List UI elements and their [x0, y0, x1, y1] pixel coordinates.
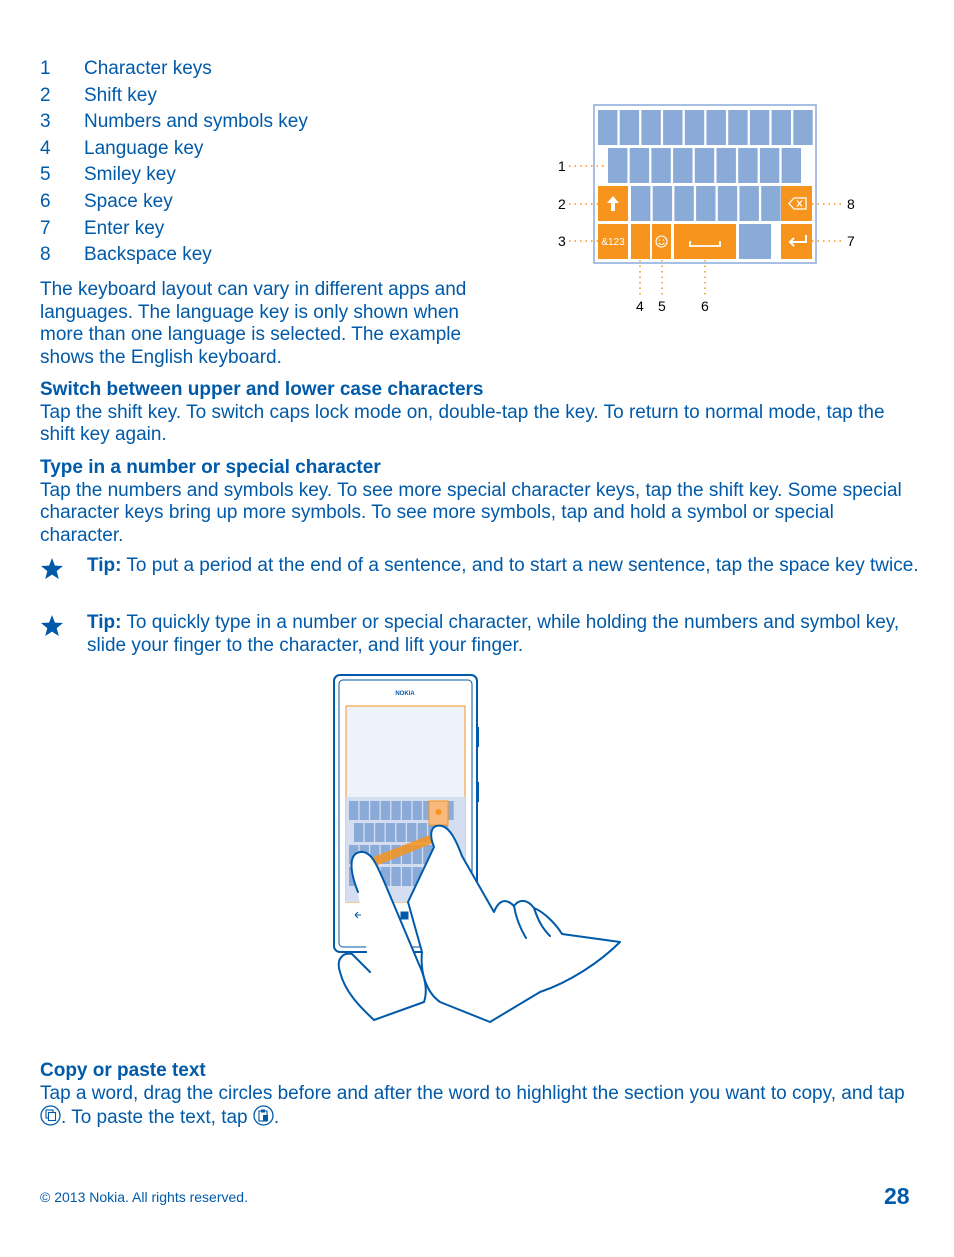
legend-item — [40, 138, 308, 165]
callout-2: 2 — [558, 196, 566, 212]
phone-key — [402, 801, 411, 820]
callout-5: 5 — [658, 298, 666, 314]
legend-number: 5 — [40, 164, 51, 186]
phone-key — [391, 801, 400, 820]
character-key — [630, 148, 649, 183]
phone-key — [413, 801, 422, 820]
section-switch-case — [40, 379, 920, 447]
legend-label: Backspace key — [84, 244, 212, 266]
tip-label: Tip: — [87, 555, 122, 576]
character-key — [707, 110, 726, 145]
character-key — [620, 110, 639, 145]
section-body: Tap the shift key. To switch caps lock mode on, double-tap the key. To return to normal mode, tap the shift key again. — [40, 401, 885, 445]
callout-8: 8 — [847, 196, 855, 212]
phone-key — [391, 867, 400, 886]
legend-label: Language key — [84, 137, 204, 159]
star-icon — [40, 557, 64, 581]
star-icon — [40, 614, 64, 638]
tip-label: Tip: — [87, 612, 122, 633]
phone-key — [375, 823, 384, 842]
legend-item — [40, 85, 308, 112]
paste-icon — [253, 1105, 274, 1126]
copy-icon — [40, 1105, 61, 1126]
character-key — [772, 110, 791, 145]
character-key — [673, 148, 692, 183]
legend-label: Character keys — [84, 58, 212, 79]
section-body: Tap the numbers and symbols key. To see more special character keys, tap the shift key. Some special character keys bring up more symbols. To see more symbols, tap and hold a symbol or special character. — [40, 479, 902, 546]
character-key — [631, 186, 650, 221]
callout-4: 4 — [636, 298, 644, 314]
keyboard-row-3 — [631, 186, 781, 221]
character-key — [782, 148, 801, 183]
key — [739, 224, 771, 259]
section-body: Tap a word, drag the circles before and after the word to highlight the section you want to copy, and tap . To paste the text, tap . — [40, 1082, 905, 1128]
character-key — [674, 186, 693, 221]
section-heading: Copy or paste text — [40, 1060, 206, 1081]
character-key — [641, 110, 660, 145]
legend-label: Smiley key — [84, 164, 176, 186]
tip-quick-number — [40, 612, 920, 657]
legend-item — [40, 244, 308, 271]
character-key — [740, 186, 759, 221]
tip-text: To put a period at the end of a sentence, and to start a new sentence, tap the space key twice. — [121, 555, 919, 576]
legend-item — [40, 191, 308, 218]
legend-number: 3 — [40, 111, 51, 133]
legend-label: Space key — [84, 190, 173, 212]
phone-key — [360, 801, 369, 820]
legend-label: Numbers and symbols key — [84, 111, 308, 133]
legend-number: 7 — [40, 217, 51, 239]
character-key — [717, 148, 736, 183]
legend-item — [40, 58, 308, 85]
section-number-special — [40, 457, 920, 547]
phone-key — [365, 823, 374, 842]
legend-label: Shift key — [84, 84, 157, 106]
legend-number: 4 — [40, 137, 51, 159]
phone-key — [407, 823, 416, 842]
windows-icon — [401, 912, 404, 915]
character-key — [685, 110, 704, 145]
character-key — [750, 110, 769, 145]
key-legend-list — [40, 58, 308, 271]
phone-key — [354, 823, 363, 842]
smiley-key — [652, 224, 671, 259]
phone-brand-logo: NOKIA — [395, 691, 415, 697]
phone-key — [349, 801, 358, 820]
legend-item — [40, 111, 308, 138]
legend-item — [40, 164, 308, 191]
phone-key — [396, 823, 405, 842]
character-key — [718, 186, 737, 221]
keyboard-diagram — [550, 100, 870, 322]
callout-1: 1 — [558, 158, 566, 174]
character-key — [696, 186, 715, 221]
phone-hand-illustration — [330, 672, 630, 1024]
copyright-footer: © 2013 Nokia. All rights reserved. — [40, 1189, 248, 1205]
keyboard-intro-text: The keyboard layout can vary in different apps and languages. The language key is only shown when more than one language is selected. The example shows the English keyboard. — [40, 279, 467, 368]
section-heading: Type in a number or special character — [40, 457, 381, 478]
keyboard-row-2 — [608, 148, 801, 183]
phone-key — [370, 801, 379, 820]
character-key — [663, 110, 682, 145]
legend-number: 2 — [40, 84, 51, 106]
character-key — [738, 148, 757, 183]
legend-item — [40, 218, 308, 245]
callout-7: 7 — [847, 233, 855, 249]
character-key — [761, 186, 780, 221]
character-key — [728, 110, 747, 145]
legend-number: 1 — [40, 58, 51, 79]
language-key — [631, 224, 650, 259]
section-copy-paste — [40, 1060, 920, 1130]
character-key — [695, 148, 714, 183]
space-key — [674, 224, 736, 259]
legend-number: 6 — [40, 190, 51, 212]
character-key — [651, 148, 670, 183]
character-key — [760, 148, 779, 183]
callout-6: 6 — [701, 298, 709, 314]
backspace-key — [781, 186, 812, 221]
section-heading: Switch between upper and lower case characters — [40, 379, 484, 400]
character-key — [608, 148, 627, 183]
tip-period — [40, 555, 920, 578]
callout-3: 3 — [558, 233, 566, 249]
character-key — [598, 110, 617, 145]
numbers-symbols-key-label: &123 — [601, 237, 625, 248]
phone-key — [386, 823, 395, 842]
character-key — [793, 110, 812, 145]
legend-number: 8 — [40, 244, 51, 266]
page-number: 28 — [884, 1183, 910, 1209]
tip-text: To quickly type in a number or special character, while holding the numbers and symbol key, slide your finger to the character, and lift your finger. — [87, 612, 900, 656]
character-key — [653, 186, 672, 221]
legend-label: Enter key — [84, 217, 165, 239]
phone-key — [381, 801, 390, 820]
phone-key — [402, 867, 411, 886]
